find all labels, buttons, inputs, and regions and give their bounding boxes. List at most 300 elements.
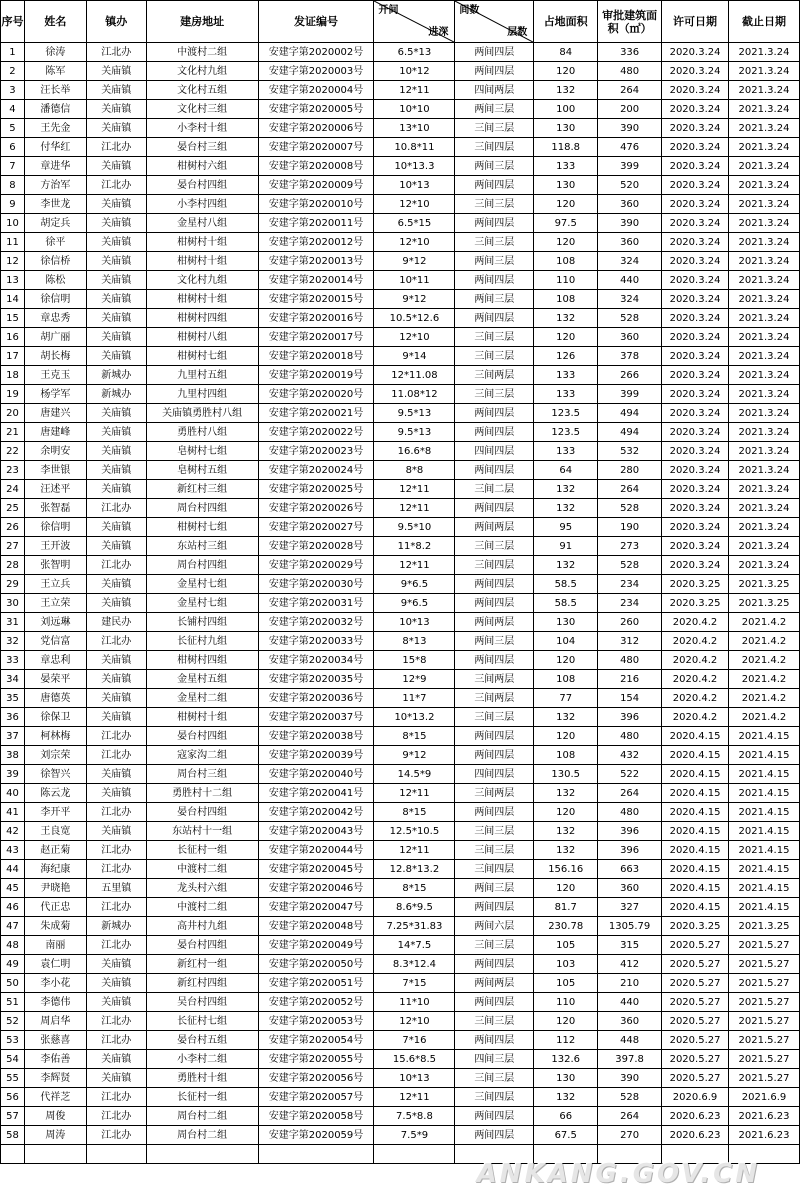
cell-land-area: 130 [534,613,598,632]
table-row [1,993,800,1012]
cell-name: 李小花 [24,974,86,993]
cell-name: 张慈喜 [24,1031,86,1050]
cell-rooms: 三间四层 [455,138,534,157]
cell-address: 柑树村八组 [146,328,258,347]
cell-town: 关庙镇 [86,252,146,271]
cell-permit-no: 安建字第2020003号 [258,62,374,81]
cell-land-area: 77 [534,689,598,708]
cell-name: 王良宽 [24,822,86,841]
cell-address: 勇胜村十组 [146,1069,258,1088]
cell-permit-no: 安建字第2020027号 [258,518,374,537]
cell-size: 12*11 [374,841,455,860]
cell-approved-area: 312 [598,632,662,651]
cell-size: 9*12 [374,746,455,765]
cell-name: 王克玉 [24,366,86,385]
cell-size: 7*15 [374,974,455,993]
cell-land-area: 132 [534,480,598,499]
cell-expiry-date: 2021.3.24 [729,347,800,366]
cell-rooms: 三间三层 [455,119,534,138]
cell-land-area: 132 [534,822,598,841]
cell-town: 关庙镇 [86,461,146,480]
cell-land-area: 120 [534,328,598,347]
cell-seq: 3 [1,81,25,100]
cell-approved-area: 154 [598,689,662,708]
cell-name: 章忠利 [24,651,86,670]
cell-size: 12.5*10.5 [374,822,455,841]
cell-rooms: 三间四层 [455,556,534,575]
cell-approved-area: 390 [598,214,662,233]
cell-land-area: 133 [534,366,598,385]
cell-permit-no: 安建字第2020033号 [258,632,374,651]
cell-name: 章忠秀 [24,309,86,328]
cell-permit-no: 安建字第2020057号 [258,1088,374,1107]
cell-land-area: 132 [534,784,598,803]
cell-rooms: 三间三层 [455,537,534,556]
cell-permit-date: 2020.5.27 [662,955,729,974]
cell-town: 江北办 [86,1126,146,1145]
header-rooms-jianshu: 间数 [459,5,480,16]
cell-approved-area: 390 [598,119,662,138]
cell-permit-no: 安建字第2020031号 [258,594,374,613]
cell-expiry-date: 2021.3.24 [729,214,800,233]
cell-address: 周台村四组 [146,556,258,575]
table-row [1,879,800,898]
cell-size: 12*10 [374,1012,455,1031]
cell-expiry-date: 2021.3.24 [729,442,800,461]
table-row [1,1050,800,1069]
cell-permit-no: 安建字第2020059号 [258,1126,374,1145]
cell-rooms: 四间两层 [455,81,534,100]
table-row [1,936,800,955]
cell-address: 柑树村七组 [146,347,258,366]
table-row [1,442,800,461]
cell-seq: 58 [1,1126,25,1145]
cell-name: 方治军 [24,176,86,195]
cell-land-area: 120 [534,233,598,252]
cell-rooms: 三间三层 [455,1012,534,1031]
cell-permit-date: 2020.4.15 [662,803,729,822]
cell-size: 10*12 [374,62,455,81]
cell-rooms: 两间四层 [455,1031,534,1050]
cell-land-area: 120 [534,1012,598,1031]
cell-size: 7.25*31.83 [374,917,455,936]
table-row [1,708,800,727]
cell-approved-area: 476 [598,138,662,157]
cell-town: 五里镇 [86,879,146,898]
cell-seq: 29 [1,575,25,594]
cell-name: 周俊 [24,1107,86,1126]
cell-seq: 33 [1,651,25,670]
cell-permit-no: 安建字第2020054号 [258,1031,374,1050]
cell-town: 关庙镇 [86,214,146,233]
cell-name: 唐德英 [24,689,86,708]
cell-rooms: 三间二层 [455,480,534,499]
cell-land-area: 132 [534,309,598,328]
cell-size: 8*15 [374,803,455,822]
cell-address: 东站村三组 [146,537,258,556]
cell-expiry-date: 2021.3.24 [729,81,800,100]
cell-approved-area: 397.8 [598,1050,662,1069]
cell-size: 10*13 [374,1069,455,1088]
cell-expiry-date: 2021.4.2 [729,651,800,670]
cell-town: 新城办 [86,917,146,936]
cell-rooms: 三间三层 [455,936,534,955]
cell-permit-no: 安建字第2020012号 [258,233,374,252]
cell-name: 李开平 [24,803,86,822]
cell-name: 李辉贤 [24,1069,86,1088]
cell-size: 10*13 [374,613,455,632]
cell-seq: 46 [1,898,25,917]
cell-size: 11.08*12 [374,385,455,404]
cell-address: 柑树村十组 [146,233,258,252]
cell-approved-area: 327 [598,898,662,917]
table-row [1,252,800,271]
cell-name: 汪长举 [24,81,86,100]
cell-address: 小李村二组 [146,1050,258,1069]
cell-expiry-date: 2021.4.2 [729,689,800,708]
cell-permit-date: 2020.4.2 [662,651,729,670]
cell-permit-date: 2020.4.15 [662,841,729,860]
cell-rooms: 三间两层 [455,784,534,803]
cell-name: 朱成菊 [24,917,86,936]
cell-seq: 40 [1,784,25,803]
cell-seq: 22 [1,442,25,461]
cell-permit-date: 2020.3.24 [662,214,729,233]
cell-approved-area: 260 [598,613,662,632]
cell-approved-area: 216 [598,670,662,689]
cell-address: 晏台村四组 [146,803,258,822]
table-row [1,784,800,803]
cell-land-area: 108 [534,290,598,309]
cell-expiry-date: 2021.4.2 [729,670,800,689]
cell-land-area: 120 [534,195,598,214]
header-size [374,1,455,43]
cell-size: 12*11 [374,1088,455,1107]
cell-permit-no: 安建字第2020042号 [258,803,374,822]
cell-seq: 19 [1,385,25,404]
cell-town: 关庙镇 [86,1069,146,1088]
table-row [1,309,800,328]
cell-approved-area: 663 [598,860,662,879]
cell-permit-date: 2020.5.27 [662,1031,729,1050]
cell-seq: 27 [1,537,25,556]
cell-land-area: 132 [534,499,598,518]
cell-permit-date: 2020.4.15 [662,727,729,746]
cell-permit-no: 安建字第2020058号 [258,1107,374,1126]
cell-approved-area: 378 [598,347,662,366]
cell-name: 徐信明 [24,518,86,537]
header-rooms [455,1,534,43]
cell-address: 周台村四组 [146,499,258,518]
cell-approved-area: 234 [598,575,662,594]
cell-rooms: 四间四层 [455,765,534,784]
cell-seq: 17 [1,347,25,366]
cell-size: 6.5*13 [374,43,455,62]
cell-rooms: 三间两层 [455,670,534,689]
table-row [1,480,800,499]
cell-seq: 44 [1,860,25,879]
cell-seq: 49 [1,955,25,974]
cell-town: 关庙镇 [86,290,146,309]
cell-expiry-date: 2021.3.24 [729,119,800,138]
cell-name: 海纪康 [24,860,86,879]
cell-seq: 14 [1,290,25,309]
cell-permit-date: 2020.3.24 [662,81,729,100]
cell-size: 12*9 [374,670,455,689]
cell-seq: 30 [1,594,25,613]
cell-name: 胡长梅 [24,347,86,366]
cell-permit-date: 2020.3.24 [662,100,729,119]
cell-size: 11*10 [374,993,455,1012]
cell-land-area: 133 [534,157,598,176]
cell-name: 陈云龙 [24,784,86,803]
cell-expiry-date: 2021.3.24 [729,43,800,62]
cell-expiry-date: 2021.5.27 [729,1069,800,1088]
cell-size: 9.5*13 [374,404,455,423]
cell-approved-area: 264 [598,1107,662,1126]
cell-size: 6.5*15 [374,214,455,233]
cell-expiry-date: 2021.3.24 [729,328,800,347]
cell-expiry-date: 2021.4.15 [729,879,800,898]
cell-permit-date: 2020.3.24 [662,233,729,252]
cell-land-area: 100 [534,100,598,119]
cell-size: 12.8*13.2 [374,860,455,879]
cell-permit-date: 2020.3.24 [662,309,729,328]
cell-approved-area: 360 [598,233,662,252]
cell-expiry-date: 2021.3.24 [729,176,800,195]
cell-address: 金星村五组 [146,670,258,689]
cell-town: 关庙镇 [86,157,146,176]
cell-rooms: 两间两层 [455,974,534,993]
header-permit-date: 许可日期 [662,1,729,43]
cell-permit-no: 安建字第2020029号 [258,556,374,575]
cell-rooms: 三间两层 [455,366,534,385]
header-expiry-date: 截止日期 [729,1,800,43]
cell-permit-date: 2020.3.24 [662,480,729,499]
cell-permit-date: 2020.3.25 [662,575,729,594]
cell-name: 付华红 [24,138,86,157]
cell-rooms: 三间三层 [455,233,534,252]
cell-approved-area: 494 [598,404,662,423]
cell-seq: 31 [1,613,25,632]
cell-approved-area: 234 [598,594,662,613]
cell-town: 关庙镇 [86,575,146,594]
cell-address: 小李村十组 [146,119,258,138]
cell-permit-date: 2020.3.24 [662,43,729,62]
cell-permit-date: 2020.4.2 [662,708,729,727]
cell-address: 长征村九组 [146,632,258,651]
cell-rooms: 两间四层 [455,803,534,822]
cell-size: 8*15 [374,879,455,898]
cell-name: 刘宗荣 [24,746,86,765]
cell-permit-no: 安建字第2020002号 [258,43,374,62]
header-permit-no: 发证编号 [258,1,374,43]
cell-rooms: 两间四层 [455,993,534,1012]
table-row [1,138,800,157]
header-rooms-cengshu: 层数 [507,27,528,38]
cell-seq: 4 [1,100,25,119]
cell-permit-no: 安建字第2020018号 [258,347,374,366]
cell-land-area: 130 [534,119,598,138]
table-row [1,385,800,404]
cell-seq: 7 [1,157,25,176]
cell-land-area: 81.7 [534,898,598,917]
cell-rooms: 三间四层 [455,1088,534,1107]
cell-expiry-date: 2021.4.15 [729,784,800,803]
cell-seq: 25 [1,499,25,518]
cell-expiry-date: 2021.4.15 [729,803,800,822]
cell-address: 晏台村五组 [146,1031,258,1050]
cell-size: 12*11 [374,480,455,499]
cell-address: 九里村五组 [146,366,258,385]
cell-approved-area: 532 [598,442,662,461]
cell-name: 李佑善 [24,1050,86,1069]
table-row [1,537,800,556]
cell-rooms: 两间三层 [455,157,534,176]
header-size-jinshen: 进深 [428,27,449,38]
cell-expiry-date: 2021.3.24 [729,138,800,157]
cell-address: 勇胜村八组 [146,423,258,442]
cell-rooms: 两间四层 [455,1107,534,1126]
cell-size: 7*16 [374,1031,455,1050]
cell-permit-date: 2020.4.2 [662,670,729,689]
cell-name: 李世银 [24,461,86,480]
cell-permit-date: 2020.4.2 [662,613,729,632]
cell-approved-area: 440 [598,993,662,1012]
cell-land-area: 108 [534,746,598,765]
cell-address: 文化村九组 [146,271,258,290]
cell-size: 8*8 [374,461,455,480]
cell-seq: 34 [1,670,25,689]
cell-seq: 55 [1,1069,25,1088]
cell-permit-no: 安建字第2020022号 [258,423,374,442]
cell-land-area: 120 [534,62,598,81]
cell-permit-date: 2020.3.24 [662,404,729,423]
table-row [1,81,800,100]
cell-address: 文化村五组 [146,81,258,100]
cell-rooms: 两间三层 [455,879,534,898]
cell-land-area: 130 [534,176,598,195]
cell-address: 晏台村四组 [146,176,258,195]
cell-expiry-date: 2021.3.24 [729,366,800,385]
cell-land-area: 120 [534,727,598,746]
cell-permit-date: 2020.4.15 [662,765,729,784]
cell-address: 高井村九组 [146,917,258,936]
cell-town: 江北办 [86,860,146,879]
cell-approved-area: 399 [598,385,662,404]
cell-approved-area: 264 [598,81,662,100]
cell-rooms: 两间两层 [455,518,534,537]
header-size-kaijian: 开间 [378,5,399,16]
cell-name: 陈军 [24,62,86,81]
cell-name: 党信富 [24,632,86,651]
cell-permit-no: 安建字第2020040号 [258,765,374,784]
cell-expiry-date: 2021.3.25 [729,917,800,936]
cell-seq: 13 [1,271,25,290]
cell-approved-area: 264 [598,784,662,803]
cell-expiry-date: 2021.3.25 [729,594,800,613]
cell-seq: 39 [1,765,25,784]
table-row [1,1088,800,1107]
cell-size: 12*11 [374,556,455,575]
cell-expiry-date: 2021.3.24 [729,309,800,328]
cell-town: 江北办 [86,936,146,955]
cell-name: 南丽 [24,936,86,955]
header-approved-area: 审批建筑面积（㎡） [598,1,662,43]
cell-address: 柑树村十组 [146,708,258,727]
cell-address: 晏台村四组 [146,727,258,746]
cell-seq: 32 [1,632,25,651]
cell-permit-date: 2020.3.24 [662,499,729,518]
cell-expiry-date: 2021.3.24 [729,461,800,480]
table-row [1,1012,800,1031]
cell-permit-no: 安建字第2020007号 [258,138,374,157]
cell-permit-date: 2020.4.15 [662,898,729,917]
cell-size: 10*13.2 [374,708,455,727]
cell-size: 8.3*12.4 [374,955,455,974]
cell-size: 10*11 [374,271,455,290]
cell-approved-area: 494 [598,423,662,442]
cell-approved-area: 336 [598,43,662,62]
cell-permit-date: 2020.3.24 [662,119,729,138]
cell-rooms: 两间四层 [455,62,534,81]
cell-seq: 24 [1,480,25,499]
cell-address: 东站村十一组 [146,822,258,841]
cell-town: 建民办 [86,613,146,632]
cell-size: 9.5*13 [374,423,455,442]
cell-permit-no: 安建字第2020023号 [258,442,374,461]
cell-rooms: 三间三层 [455,385,534,404]
cell-land-area: 126 [534,347,598,366]
cell-expiry-date: 2021.3.24 [729,290,800,309]
cell-size: 12*10 [374,328,455,347]
cell-seq: 54 [1,1050,25,1069]
cell-town: 新城办 [86,366,146,385]
cell-land-area: 132.6 [534,1050,598,1069]
cell-expiry-date: 2021.3.24 [729,518,800,537]
cell-rooms: 两间四层 [455,309,534,328]
cell-permit-no: 安建字第2020034号 [258,651,374,670]
cell-town: 关庙镇 [86,708,146,727]
cell-rooms: 两间四层 [455,461,534,480]
cell-approved-area: 522 [598,765,662,784]
cell-address: 周台村三组 [146,765,258,784]
cell-seq: 8 [1,176,25,195]
table-row [1,917,800,936]
cell-name: 唐建峰 [24,423,86,442]
cell-approved-area: 210 [598,974,662,993]
cell-approved-area: 390 [598,1069,662,1088]
cell-seq: 1 [1,43,25,62]
cell-rooms: 两间四层 [455,575,534,594]
cell-expiry-date: 2021.4.15 [729,765,800,784]
cell-town: 关庙镇 [86,594,146,613]
cell-size: 7.5*8.8 [374,1107,455,1126]
cell-approved-area: 190 [598,518,662,537]
cell-approved-area: 528 [598,1088,662,1107]
cell-name: 赵正菊 [24,841,86,860]
cell-permit-date: 2020.3.24 [662,385,729,404]
cell-approved-area: 480 [598,62,662,81]
cell-size: 12*11 [374,784,455,803]
cell-rooms: 三间两层 [455,689,534,708]
cell-permit-no: 安建字第2020055号 [258,1050,374,1069]
cell-permit-no: 安建字第2020026号 [258,499,374,518]
cell-approved-area: 480 [598,651,662,670]
cell-expiry-date: 2021.5.27 [729,1050,800,1069]
cell-town: 关庙镇 [86,974,146,993]
cell-address: 柑树村十组 [146,290,258,309]
